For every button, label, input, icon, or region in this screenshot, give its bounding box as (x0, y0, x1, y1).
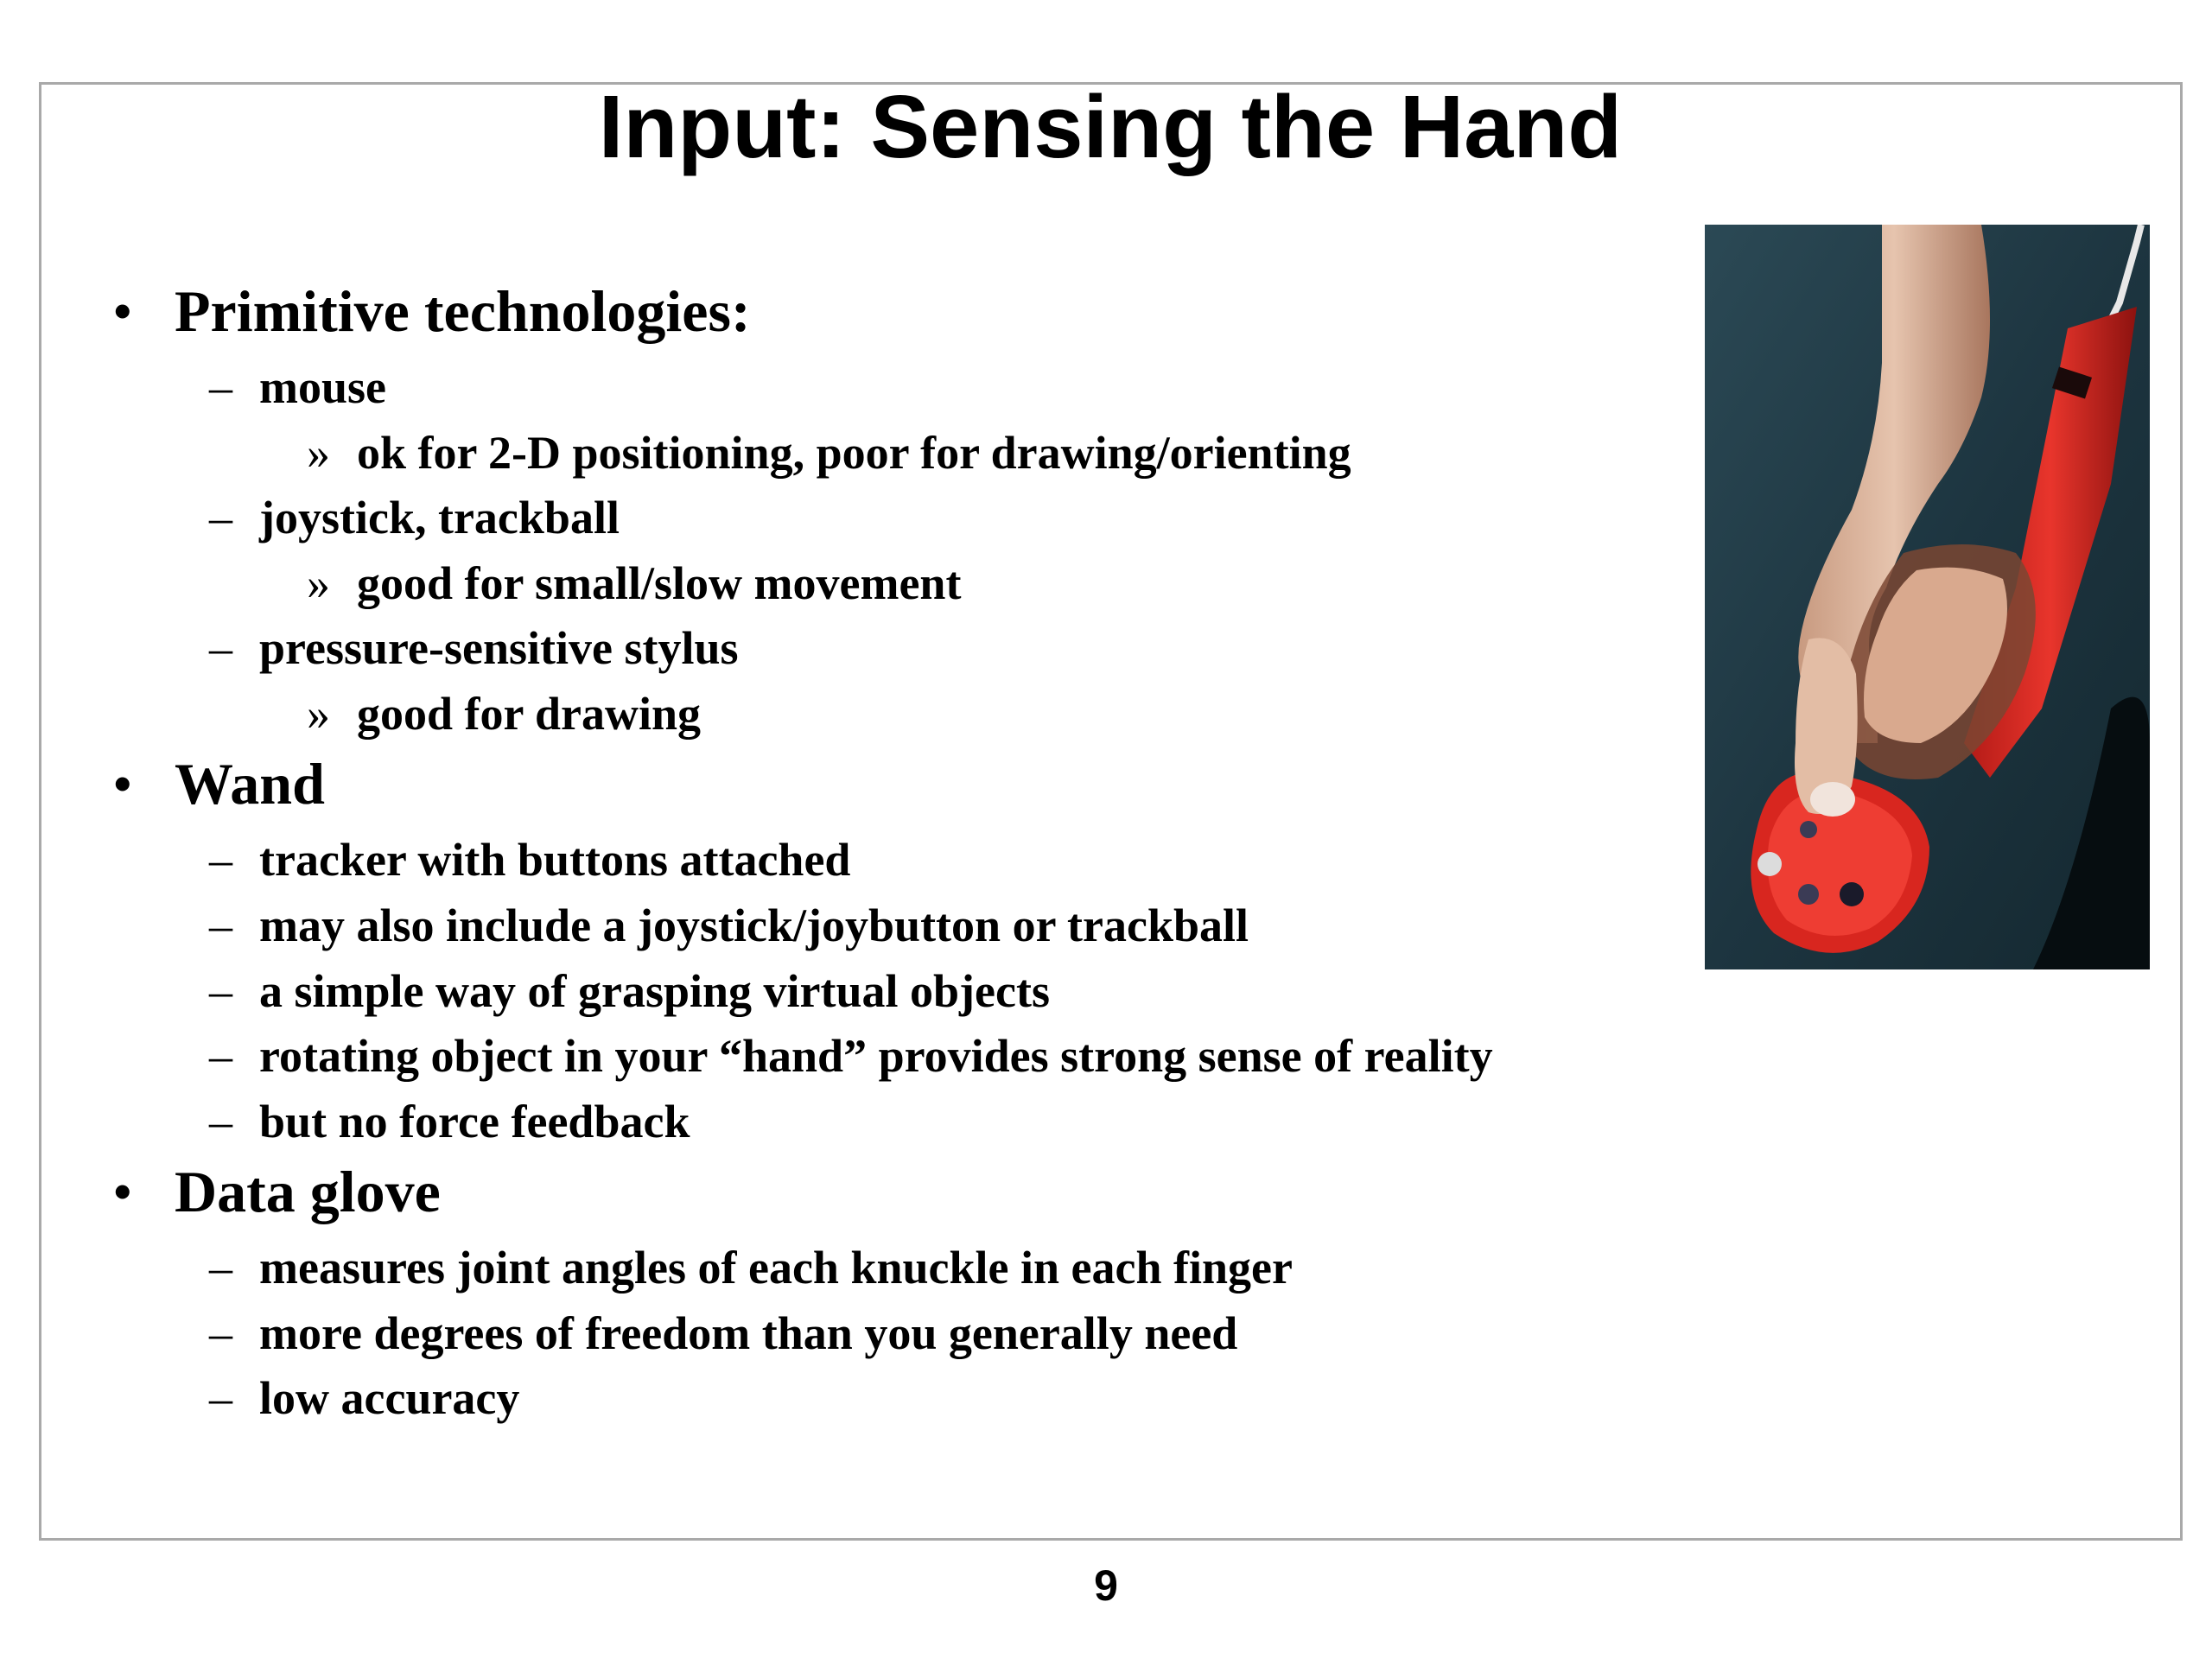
sub-item-no-force-feedback (209, 1091, 690, 1152)
chevron-marker: » (307, 427, 330, 479)
sub-item-stylus (209, 618, 739, 678)
sub-item-mouse (209, 357, 386, 417)
sub-item-label: mouse (259, 361, 386, 413)
bullet-marker: • (114, 283, 131, 338)
note-mouse (307, 423, 1351, 483)
dash-marker: – (209, 899, 232, 951)
sub-item-label: joystick, trackball (259, 492, 620, 543)
sub-item-joint-angles (209, 1237, 1293, 1298)
dash-marker: – (209, 1030, 232, 1082)
sub-item-joystick (209, 487, 620, 548)
bullet-label: Wand (175, 751, 325, 817)
slide-title: Input: Sensing the Hand (598, 77, 1623, 176)
bullet-label: Primitive technologies: (175, 278, 751, 344)
bullet-marker: • (114, 1164, 131, 1218)
sub-item-label: pressure-sensitive stylus (259, 622, 739, 674)
sub-item-grasping (209, 961, 1050, 1021)
dash-marker: – (209, 622, 232, 674)
dash-marker: – (209, 1307, 232, 1359)
sub-item-label: may also include a joystick/joybutton or trackball (259, 899, 1249, 951)
bullet-primitive-technologies (114, 276, 751, 346)
sub-item-rotating (209, 1026, 1493, 1086)
bullet-label: Data glove (175, 1159, 441, 1224)
dash-marker: – (209, 1372, 232, 1424)
sub-item-label: more degrees of freedom than you generally need (259, 1307, 1238, 1359)
page-number: 9 (1094, 1561, 1118, 1610)
sub-item-label: but no force feedback (259, 1096, 690, 1147)
bullet-marker: • (114, 756, 131, 810)
sub-item-label: measures joint angles of each knuckle in each finger (259, 1242, 1293, 1294)
chevron-marker: » (307, 557, 330, 609)
note-stylus (307, 683, 702, 744)
sub-item-label: rotating object in your “hand” provides strong sense of reality (259, 1030, 1493, 1082)
wand-photo-graphic (1705, 225, 2150, 969)
hand-holding-wand-photo (1705, 225, 2150, 969)
note-joystick (307, 553, 962, 613)
sub-item-label: tracker with buttons attached (259, 834, 851, 886)
dash-marker: – (209, 834, 232, 886)
note-label: good for drawing (357, 688, 702, 740)
note-label: ok for 2-D positioning, poor for drawing/orienting (357, 427, 1351, 479)
sub-item-low-accuracy (209, 1368, 520, 1428)
note-label: good for small/slow movement (357, 557, 962, 609)
sub-item-tracker (209, 830, 851, 890)
dash-marker: – (209, 1096, 232, 1147)
sub-item-joybutton (209, 895, 1249, 956)
dash-marker: – (209, 492, 232, 543)
dash-marker: – (209, 1242, 232, 1294)
dash-marker: – (209, 361, 232, 413)
bullet-data-glove (114, 1157, 441, 1226)
sub-item-label: a simple way of grasping virtual objects (259, 965, 1050, 1017)
sub-item-degrees-of-freedom (209, 1303, 1238, 1363)
dash-marker: – (209, 965, 232, 1017)
sub-item-label: low accuracy (259, 1372, 520, 1424)
chevron-marker: » (307, 688, 330, 740)
bullet-wand (114, 749, 325, 818)
